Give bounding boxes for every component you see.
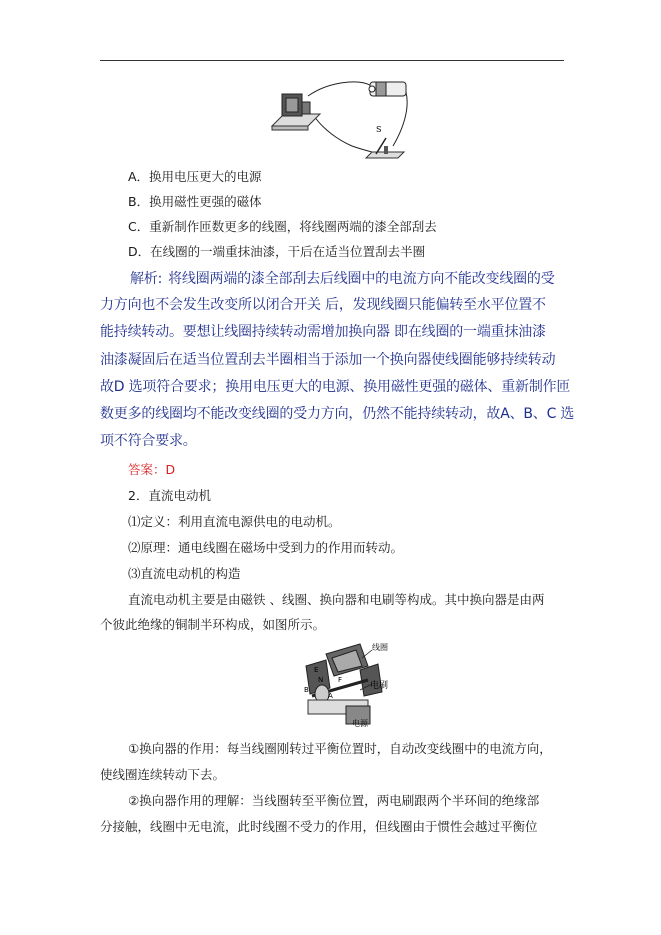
- coil-label: 线圈: [372, 643, 388, 652]
- analysis-line-2: 力方向也不会发生改变所以闭合开关 后，发现线圈只能偏转至水平位置不: [100, 297, 546, 313]
- label-b: B: [304, 686, 309, 694]
- note-1-line-1: ①换向器的作用：每当线圈刚转过平衡位置时，自动改变线圈中的电流方向，: [128, 741, 552, 756]
- analysis-line-1: 解析: 将线圈两端的漆全部刮去后线圈中的电流方向不能改变线圈的受: [130, 271, 555, 287]
- analysis-line-7: 项不符合要求。: [100, 433, 197, 449]
- analysis-line-4: 油漆凝固后在适当位置刮去半圈相当于添加一个换向器使线圈能够持续转动: [100, 352, 556, 368]
- brush-label: 电刷: [370, 681, 389, 691]
- analysis-line-3: 能持续转动。要想让线圈持续转动需增加换向器 即在线圈的一端重抹油漆: [100, 324, 546, 340]
- structure-paragraph-1: 直流电动机主要是由磁铁 、线圈、换向器和电刷等构成。其中换向器是由两: [128, 592, 545, 607]
- option-b: B．换用磁性更强的磁体: [128, 194, 262, 209]
- section-title: 2．直流电动机: [128, 488, 211, 503]
- commutator-figure: [298, 636, 398, 728]
- analysis-label: 解析:: [130, 271, 163, 287]
- label-e: E: [314, 666, 319, 674]
- definition: ⑴定义：利用直流电源供电的电动机。: [128, 514, 341, 529]
- motor-circuit-figure: [268, 74, 428, 164]
- note-1-line-2: 使线圈连续转动下去。: [100, 767, 226, 782]
- answer: 答案：D: [128, 462, 176, 477]
- label-n: N: [318, 676, 324, 684]
- note-2-line-2: 分接触，线圈中无电流，此时线圈不受力的作用，但线圈由于惯性会越过平衡位: [100, 819, 538, 834]
- structure-paragraph-2: 个彼此绝缘的铜制半环构成，如图所示。: [100, 617, 326, 632]
- switch-label: S: [376, 125, 382, 134]
- principle: ⑵原理：通电线圈在磁场中受到力的作用而转动。: [128, 540, 404, 555]
- option-c: C．重新制作匝数更多的线圈，将线圈两端的漆全部刮去: [128, 219, 437, 234]
- analysis-line-5: 故D 选项符合要求；换用电压更大的电源、换用磁性更强的磁体、重新制作匝: [100, 379, 571, 395]
- option-a: A．换用电压更大的电源: [128, 169, 262, 184]
- power-label: 电源: [352, 719, 368, 728]
- header-rule: [100, 60, 564, 61]
- label-f: F: [338, 676, 343, 684]
- note-2-line-1: ②换向器作用的理解：当线圈转至平衡位置，两电刷跟两个半环间的绝缘部: [128, 793, 540, 808]
- structure-heading: ⑶直流电动机的构造: [128, 566, 241, 581]
- label-a: A: [328, 692, 333, 700]
- option-d: D．在线圈的一端重抹油漆，干后在适当位置刮去半圈: [128, 244, 426, 259]
- analysis-line-6: 数更多的线圈均不能改变线圈的受力方向，仍然不能持续转动，故A、B、C 选: [100, 406, 575, 422]
